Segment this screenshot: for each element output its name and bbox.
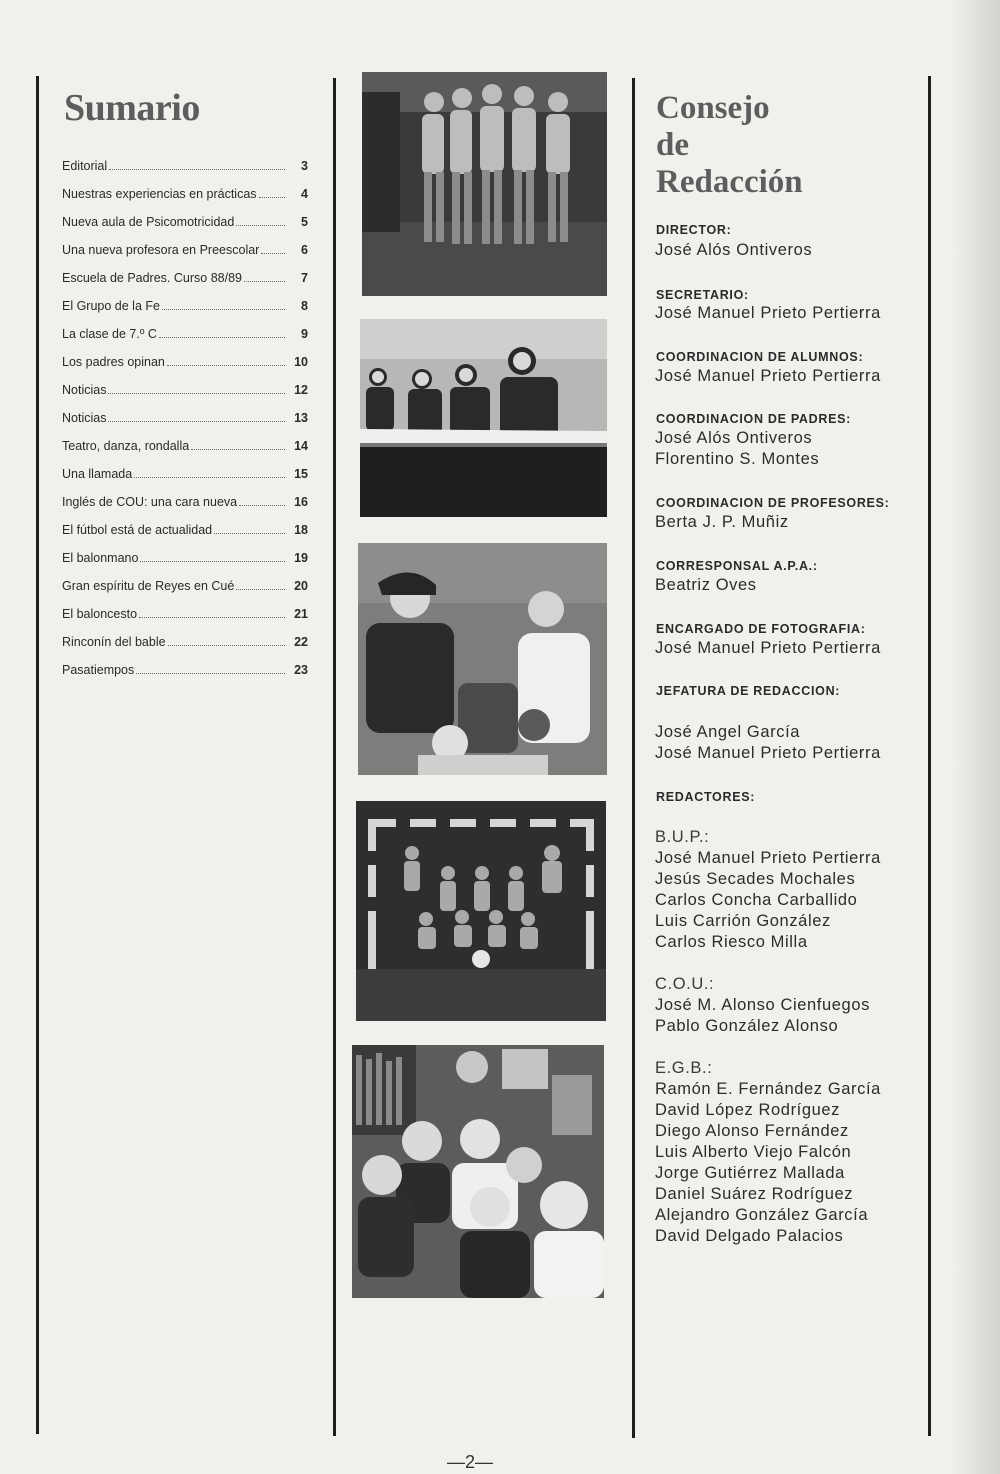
toc-row[interactable] — [62, 411, 308, 439]
toc-leader — [134, 477, 285, 478]
toc-page: 10 — [294, 355, 308, 369]
toc-label: Noticias — [62, 383, 107, 397]
toc-page: 6 — [301, 243, 308, 257]
toc-row[interactable] — [62, 355, 308, 383]
toc-label: Inglés de COU: una cara nueva — [62, 495, 238, 509]
toc-page: 13 — [294, 411, 308, 425]
staff-name: Ramón E. Fernández García — [655, 1080, 881, 1098]
consejo-title — [656, 90, 926, 201]
photo-students-conversation — [358, 543, 607, 775]
toc-row[interactable] — [62, 327, 308, 355]
photo-girls-group — [352, 1045, 604, 1298]
staff-name: José M. Alonso Cienfuegos — [655, 996, 870, 1014]
right-column-rule — [928, 76, 931, 1436]
toc-row[interactable] — [62, 215, 308, 243]
toc-label: Pasatiempos — [62, 663, 135, 677]
toc-row[interactable] — [62, 579, 308, 607]
toc-leader — [140, 561, 285, 562]
toc-row[interactable] — [62, 299, 308, 327]
staff-name: Pablo González Alonso — [655, 1017, 839, 1035]
toc-label: Editorial — [62, 159, 108, 173]
toc-leader — [261, 253, 285, 254]
staff-name: Jesús Secades Mochales — [655, 870, 856, 888]
toc-row[interactable] — [62, 187, 308, 215]
staff-name: José Alós Ontiveros — [655, 429, 813, 447]
toc-page: 19 — [294, 551, 308, 565]
photo-students-group — [362, 72, 607, 296]
toc-leader — [168, 645, 285, 646]
toc-row[interactable] — [62, 159, 308, 187]
toc-leader — [108, 393, 285, 394]
staff-name: Luis Alberto Viejo Falcón — [655, 1143, 852, 1161]
center-right-rule — [632, 78, 635, 1438]
toc-row[interactable] — [62, 523, 308, 551]
toc-label: Escuela de Padres. Curso 88/89 — [62, 271, 242, 285]
toc-label: Una llamada — [62, 467, 133, 481]
staff-name: José Manuel Prieto Pertierra — [655, 367, 881, 385]
toc-leader — [167, 365, 285, 366]
toc-label: El Grupo de la Fe — [62, 299, 160, 313]
toc-page: 4 — [301, 187, 308, 201]
toc-leader — [109, 169, 285, 170]
heading-fotografia: ENCARGADO DE FOTOGRAFIA: — [656, 622, 866, 636]
staff-name: José Manuel Prieto Pertierra — [655, 849, 881, 867]
toc-label: El balonmano — [62, 551, 139, 565]
heading-coord-alumnos: COORDINACION DE ALUMNOS: — [656, 350, 864, 364]
toc-page: 3 — [301, 159, 308, 173]
toc-label: La clase de 7.º C — [62, 327, 157, 341]
photo-panel-table — [360, 319, 607, 517]
sumario-title: Sumario — [64, 87, 200, 129]
staff-name: Daniel Suárez Rodríguez — [655, 1185, 854, 1203]
staff-name: José Alós Ontiveros — [655, 241, 813, 259]
page-number: —2— — [446, 1452, 493, 1472]
staff-name: José Manuel Prieto Pertierra — [655, 639, 881, 657]
toc-row[interactable] — [62, 271, 308, 299]
toc-page: 8 — [301, 299, 308, 313]
heading-secretario: SECRETARIO: — [656, 288, 749, 302]
toc-row[interactable] — [62, 467, 308, 495]
toc-leader — [108, 421, 285, 422]
toc-row[interactable] — [62, 607, 308, 635]
staff-name: Carlos Concha Carballido — [655, 891, 858, 909]
group-label-cou: C.O.U.: — [655, 975, 715, 993]
group-label-egb: E.G.B.: — [655, 1059, 713, 1077]
heading-coord-padres: COORDINACION DE PADRES: — [656, 412, 852, 426]
toc-page: 16 — [294, 495, 308, 509]
toc-leader — [214, 533, 285, 534]
toc-page: 22 — [294, 635, 308, 649]
page-edge-shadow — [952, 0, 1000, 1474]
consejo-title-line: de — [656, 127, 689, 163]
toc-leader — [236, 589, 285, 590]
toc-page: 9 — [301, 327, 308, 341]
toc-row[interactable] — [62, 495, 308, 523]
toc-leader — [259, 197, 285, 198]
toc-label: Una nueva profesora en Preescolar — [62, 243, 260, 257]
toc-leader — [162, 309, 285, 310]
staff-name: Diego Alonso Fernández — [655, 1122, 849, 1140]
toc-leader — [191, 449, 285, 450]
photo-sports-team — [356, 801, 606, 1021]
consejo-title-line: Consejo — [656, 90, 770, 126]
staff-name: Carlos Riesco Milla — [655, 933, 808, 951]
staff-name: José Manuel Prieto Pertierra — [655, 304, 881, 322]
toc-row[interactable] — [62, 439, 308, 467]
toc-leader — [159, 337, 285, 338]
heading-redactores: REDACTORES: — [656, 790, 756, 804]
staff-name: Alejandro González García — [655, 1206, 869, 1224]
staff-name: David López Rodríguez — [655, 1101, 841, 1119]
table-of-contents — [62, 159, 308, 691]
toc-label: Gran espíritu de Reyes en Cué — [62, 579, 235, 593]
toc-row[interactable] — [62, 635, 308, 663]
staff-name: José Manuel Prieto Pertierra — [655, 744, 881, 762]
toc-label: Rinconín del bable — [62, 635, 166, 649]
heading-director: DIRECTOR: — [656, 223, 732, 237]
toc-page: 5 — [301, 215, 308, 229]
heading-coord-profesores: COORDINACION DE PROFESORES: — [656, 496, 890, 510]
heading-jefatura: JEFATURA DE REDACCION: — [656, 684, 841, 698]
toc-label: Noticias — [62, 411, 107, 425]
consejo-title-line: Redacción — [656, 164, 803, 200]
toc-page: 15 — [294, 467, 308, 481]
heading-corresponsal: CORRESPONSAL A.P.A.: — [656, 559, 818, 573]
toc-page: 20 — [294, 579, 308, 593]
staff-name: Jorge Gutiérrez Mallada — [655, 1164, 845, 1182]
toc-page: 12 — [294, 383, 308, 397]
toc-leader — [136, 673, 285, 674]
staff-name: Beatriz Oves — [655, 576, 757, 594]
left-column-rule — [36, 76, 39, 1434]
toc-leader — [244, 281, 285, 282]
toc-page: 18 — [294, 523, 308, 537]
toc-page: 21 — [294, 607, 308, 621]
toc-row[interactable] — [62, 383, 308, 411]
toc-row[interactable] — [62, 663, 308, 691]
toc-label: El fútbol está de actualidad — [62, 523, 213, 537]
center-left-rule — [333, 78, 336, 1436]
toc-label: El baloncesto — [62, 607, 138, 621]
toc-leader — [139, 617, 285, 618]
toc-leader — [239, 505, 285, 506]
staff-name: Florentino S. Montes — [655, 450, 820, 468]
toc-label: Teatro, danza, rondalla — [62, 439, 190, 453]
toc-label: Nueva aula de Psicomotricidad — [62, 215, 235, 229]
staff-name: Luis Carrión González — [655, 912, 831, 930]
toc-page: 14 — [294, 439, 308, 453]
toc-row[interactable] — [62, 551, 308, 579]
toc-label: Nuestras experiencias en prácticas — [62, 187, 257, 201]
group-label-bup: B.U.P.: — [655, 828, 710, 846]
toc-label: Los padres opinan — [62, 355, 165, 369]
toc-row[interactable] — [62, 243, 308, 271]
staff-name: David Delgado Palacios — [655, 1227, 844, 1245]
toc-page: 7 — [301, 271, 308, 285]
toc-leader — [236, 225, 285, 226]
staff-name: José Angel García — [655, 723, 801, 741]
toc-page: 23 — [294, 663, 308, 677]
staff-name: Berta J. P. Muñiz — [655, 513, 789, 531]
